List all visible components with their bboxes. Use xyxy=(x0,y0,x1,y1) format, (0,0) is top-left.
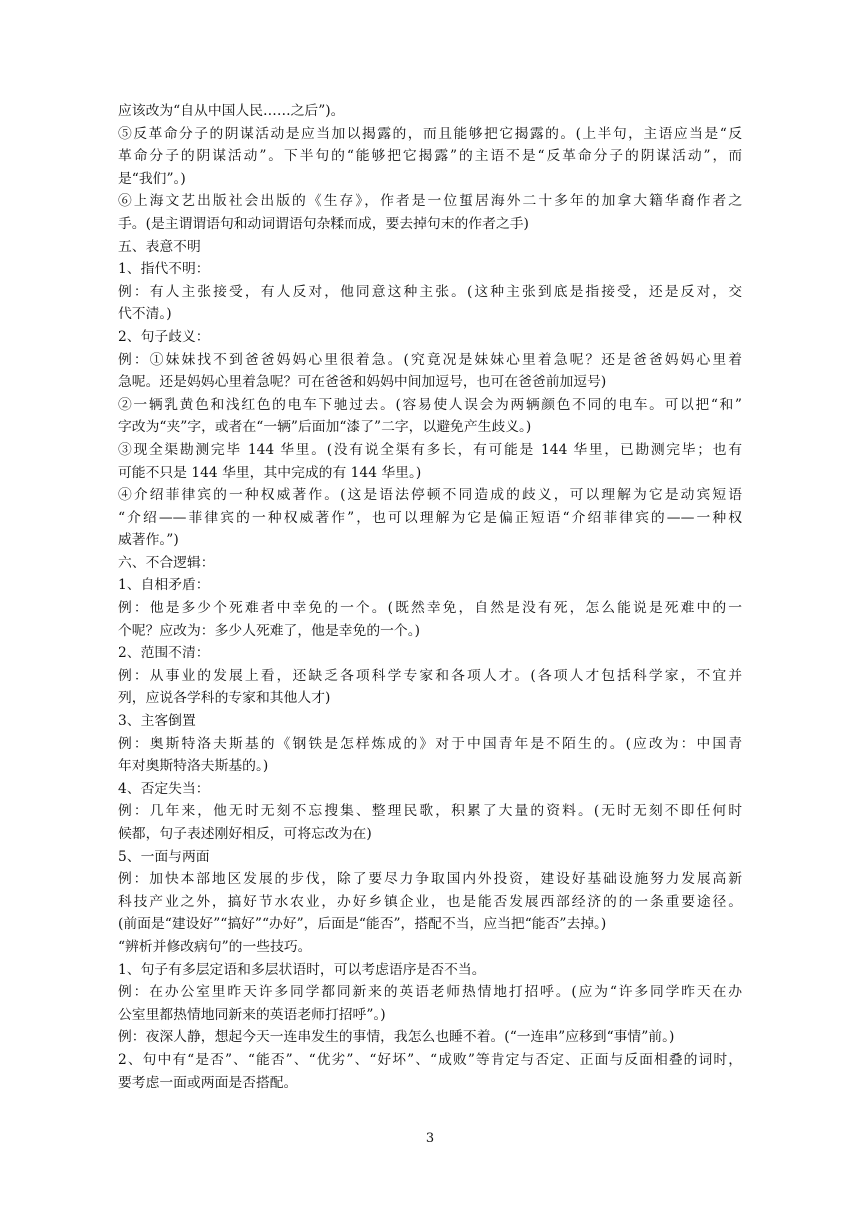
text-line: 1、指代不明： xyxy=(118,261,210,278)
text-line: 候都，句子表述刚好相反，可将忘改为在) xyxy=(118,826,372,842)
text-line: 应该改为“自从中国人民……之后”)。 xyxy=(118,103,345,119)
text-line: 可能不只是 144 华里，其中完成的有 144 华里。) xyxy=(118,464,422,481)
text-line: ⑥上海文艺出版社会出版的《生存》，作者是一位蜇居海外二十多年的加拿大籍华裔作者之 xyxy=(118,193,742,210)
text-line: 年对奥斯特洛夫斯基的。) xyxy=(118,758,269,775)
text-line: 2、范围不清： xyxy=(118,645,210,662)
text-line: 科技产业之外，搞好节水农业，办好乡镇企业，也是能否发展西部经济的的一条重要途径。 xyxy=(118,893,742,910)
text-line: 手。(是主谓谓语句和动词谓语句杂糅而成，要去掉句末的作者之手) xyxy=(118,215,529,232)
text-line: 4、否定失当： xyxy=(118,780,210,797)
text-line: 例：他是多少个死难者中幸免的一个。(既然幸免，自然是没有死，怎么能说是死难中的一 xyxy=(118,600,742,617)
text-line: 例：夜深人静，想起今天一连串发生的事情，我怎么也睡不着。(“一连串”应移到“事情”前。) xyxy=(118,1029,675,1046)
text-line: “辨析并修改病句”的一些技巧。 xyxy=(118,938,312,955)
text-line: 1、自相矛盾： xyxy=(118,577,210,594)
text-line: 代不清。) xyxy=(118,306,172,323)
text-line: 字改为“夹”字，或者在“一辆”后面加“漆了”二字，以避免产生歧义。) xyxy=(118,419,532,436)
text-line: 是“我们”。) xyxy=(118,170,186,187)
text-line: 要考虑一面或两面是否搭配。 xyxy=(118,1074,298,1091)
text-line: 2、句子歧义： xyxy=(118,328,210,345)
text-line: 例：从事业的发展上看，还缺乏各项科学专家和各项人才。(各项人才包括科学家，不宜并 xyxy=(118,667,742,684)
text-line: 五、表意不明 xyxy=(118,238,201,255)
text-line: 个呢？应改为：多少人死难了，他是幸免的一个。) xyxy=(118,622,421,639)
text-line: ⑤反革命分子的阴谋活动是应当加以揭露的，而且能够把它揭露的。(上半句，主语应当是“反 xyxy=(118,125,742,142)
page-number: 3 xyxy=(425,1131,435,1146)
text-line: 列，应说各学科的专家和其他人才) xyxy=(118,690,331,707)
text-line: 例：加快本部地区发展的步伐，除了要尽力争取国内外投资，建设好基础设施努力发展高新 xyxy=(118,871,742,888)
text-line: 例：有人主张接受，有人反对，他同意这种主张。(这种主张到底是指接受，还是反对，交 xyxy=(118,283,742,300)
text-line: 例：奥斯特洛夫斯基的《钢铁是怎样炼成的》对于中国青年是不陌生的。(应改为：中国青 xyxy=(118,735,742,752)
text-line: 5、一面与两面 xyxy=(118,848,210,865)
text-line: 2、句中有“是否”、“能否”、“优劣”、“好坏”、“成败”等肯定与否定、正面与反面相叠的词时， xyxy=(118,1051,742,1068)
text-line: 例：①妹妹找不到爸爸妈妈心里很着急。(究竟况是妹妹心里着急呢？还是爸爸妈妈心里着 xyxy=(118,351,742,368)
text-line: 3、主客倒置 xyxy=(118,713,196,730)
text-line: (前面是“建设好”“搞好”“办好”，后面是“能否”，搭配不当，应当把“能否”去掉。) xyxy=(118,916,607,933)
text-line: ②一辆乳黄色和浅红色的电车下驰过去。(容易使人误会为两辆颜色不同的电车。可以把“和” xyxy=(118,396,742,413)
text-line: 急呢。还是妈妈心里着急呢？可在爸爸和妈妈中间加逗号，也可在爸爸前加逗号) xyxy=(118,374,607,391)
document-body xyxy=(118,100,742,1094)
text-line: 1、句子有多层定语和多层状语时，可以考虑语序是否不当。 xyxy=(118,961,486,978)
text-line: 革命分子的阴谋活动”。下半句的“能够把它揭露”的主语不是“反革命分子的阴谋活动”，而 xyxy=(118,148,742,165)
text-line: ③现全渠勘测完毕 144 华里。(没有说全渠有多长，有可能是 144 华里，已勘测完毕；也有 xyxy=(118,441,742,458)
text-line: 威著作。”) xyxy=(118,532,179,549)
text-line: “介绍——菲律宾的一种权威著作”，也可以理解为它是偏正短语“介绍菲律宾的——一种权 xyxy=(118,509,742,526)
text-line: 六、不合逻辑： xyxy=(118,554,215,571)
text-line: ④介绍菲律宾的一种权威著作。(这是语法停顿不同造成的歧义，可以理解为它是动宾短语 xyxy=(118,487,742,504)
text-line: 例：几年来，他无时无刻不忘搜集、整理民歌，积累了大量的资料。(无时无刻不即任何时 xyxy=(118,803,742,820)
text-line: 例：在办公室里昨天许多同学都同新来的英语老师热情地打招呼。(应为“许多同学昨天在办 xyxy=(118,984,742,1001)
text-line: 公室里都热情地同新来的英语老师打招呼”。) xyxy=(118,1006,386,1023)
